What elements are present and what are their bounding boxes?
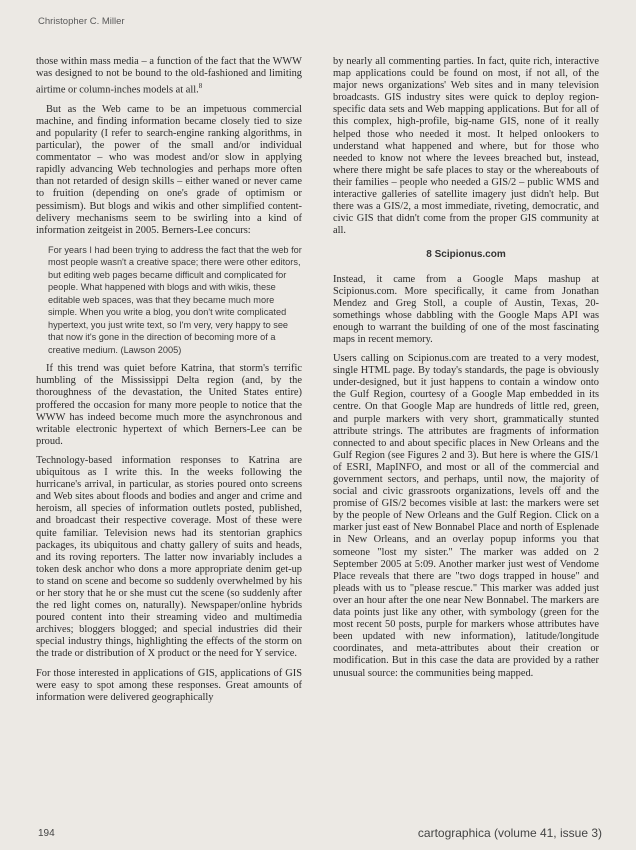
page-number: 194 (38, 828, 55, 839)
paragraph: Instead, it came from a Google Maps mashup at Scipionus.com. More specifically, it came from Jonathan Mendez and Greg Stoll, a couple of Austin, Texas, 20-somethings whose dabbling with the Google Maps API was enough to warrant the building of one of the most fascinating maps in recent memory. (333, 273, 599, 345)
block-quote: For years I had been trying to address the fact that the web for most people wasn't a creative space; there were other editors, but editing web pages became difficult and complicated for people. What happened with blogs and with wikis, these editable web spaces, was that they became much more simple. When you write a blog, you don't write complicated hypertext, you just write text, so I'm very, very happy to see that now it's gone in the direction of becoming more of a creative medium. (Lawson 2005) (48, 244, 302, 355)
paragraph (36, 56, 302, 97)
section-heading: 8 Scipionus.com (426, 249, 506, 261)
running-head-author: Christopher C. Miller (38, 16, 125, 27)
paragraph: Technology-based information responses to Katrina are ubiquitous as I write this. In the weeks following the hurricane's arrival, in particular, as stories poured onto screens and Web sites about floods and bodies and anger and crime and heroism, all species of information outlets posted, published, and broadcast their respective coverage. Most of these were quite familiar. Television news had its stentorian graphics packages, its ubiquitous and chatty gallery of suits and heads, and its roving reporters. The latter now invariably includes a token desk anchor who dons a more appropriate denim get-up to stand on scene and become so suddenly overwhelmed by his or her story that he or she must cut the scene (so suddenly after the red light comes on, naturally). Newspaper/online hybrids poured content into their streaming video and multimedia archives; bloggers blogged; and special industries did their special industry things, highlighting the effects of the storm on the trade or distribution of X product or the need for Y service. (36, 454, 302, 660)
paragraph: If this trend was quiet before Katrina, that storm's terrific humbling of the Mississippi Delta region (and, by the thoroughness of the devastation, the United States entire) proffered the occasion for many more people to notice that the WWW has indeed become much more the asynchronous and writable electronic hypertext of which Berners-Lee can be proud. (36, 363, 302, 447)
paragraph: by nearly all commenting parties. In fact, quite rich, interactive map applications could be found on most, if not all, of the major news organizations' Web sites and in many television broadcasts. GIS industry sites were quick to deploy region-specific data sets and Web mapping applications. But for all of this complex, high-profile, big-name GIS, none of it really helped those who needed it most. It helped onlookers to understand what happened and where, but for those who needed to know not where the levees breached but, instead, where there might be safe places to stay or the whereabouts of their families – people who needed a GIS/2 – public WMS and interactive galleries of satellite imagery just didn't help. But there was a GIS/2, a most immediate, riveting, democratic, and civic GIS that didn't come from the proper GIS community at all. (333, 56, 599, 237)
paragraph: But as the Web came to be an impetuous commercial machine, and finding information became closely tied to size and popularity (I refer to search-engine ranking algorithms, in particular), the power of the small and/or individual commentator – who was modest and/or slow in applying rapidly advancing Web technologies and perhaps more often than not retarded of design skills – either waned or never came to fruition (depending on one's grade of optimism or pessimism). But blogs and wikis and other simplified content-delivery mechanisms seem to be swirling into a kind of information zeitgeist in 2005. Berners-Lee concurs: (36, 103, 302, 236)
footnote-marker: 8 (198, 82, 203, 91)
left-column (36, 56, 302, 711)
right-column (333, 56, 599, 687)
paragraph-text: those within mass media – a function of the fact that the WWW was designed to not be bound to the old-fashioned and limiting airtime or column-inches models at all. (36, 56, 302, 96)
paragraph: Users calling on Scipionus.com are treated to a very modest, single HTML page. By today's standards, the page is obviously under-designed, but it just happens to contain a window onto the Gulf Region, courtesy of a Google Map embedded in its centre. On that Google Map are hundreds of little red, green, and purple markers with very short, grammatically stunted attribute strings. The attributes are fragments of information connected to and about specific places in New Orleans and the Gulf Region (see Figures 2 and 3). But here is where the GIS/1 of ESRI, MapINFO, and most or all of the commercial and government sectors, and perhaps, until now, the majority of social and civic grassroots organizations, levels off and the promise of GIS/2 becomes visible at last: the markers were set by the people of New Orleans and the Gulf Region. Click on a marker just east of New Bonnabel Place and north of Esplenade in New Orleans, and an overlay popup informs you that someone "lost my sister." The marker was added on 2 September 2005 at 5:09. Another marker just west of Vendome Place reveals that there are "two dogs trapped in house" and pleads with us to "please rescue." This marker was added just over an hour after the one near New Bonnabel. The markers are data points just like any other, with symbology (green for the most recent 50 posts, purple for markers whose attributes have been updated with new information), latitude/longitude coordinates, and meta-attributes about their creation or modification. But in this case the data are provided by a rather unusual source: the communities being mapped. (333, 353, 599, 679)
journal-citation: cartographica (volume 41, issue 3) (417, 826, 602, 840)
paragraph: For those interested in applications of GIS, applications of GIS were easy to spot among these responses. Great amounts of information were delivered geographically (36, 667, 302, 703)
